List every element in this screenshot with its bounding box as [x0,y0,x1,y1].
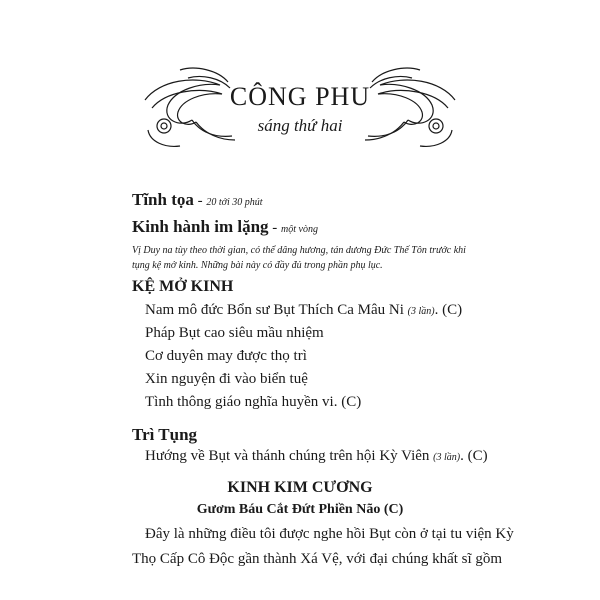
sitting-section [132,190,263,210]
verse-line-text: Tình thông giáo nghĩa huyền vi. (C) [145,394,362,410]
verse-line-text: Xin nguyện đi vào biển tuệ [145,371,308,387]
verse-line [145,325,324,342]
verse-line-text: Pháp Bụt cao siêu mầu nhiệm [145,325,324,341]
walking-dash: - [268,220,282,236]
sutra-body-line: Thọ Cấp Cô Độc gần thành Xá Vệ, với đại chúng khất sĩ gồm [132,551,503,567]
recitation-line-text: Hướng về Bụt và thánh chúng trên hội Kỳ Viên [145,448,434,464]
verse-line-text: Nam mô đức Bổn sư Bụt Thích Ca Mâu Ni [145,302,408,318]
walking-section [132,217,318,237]
verse-line-note: (3 lần) [407,306,435,317]
instruction-paragraph [132,243,472,273]
instruction-line-1: Vị Duy na tùy theo thời gian, có thể dâng hương, tán dương Đức Thế Tôn trước khi [132,245,466,256]
recitation-line [145,448,488,465]
sutra-title: Gươm Báu Cắt Đứt Phiền Não (C) [196,502,404,517]
sitting-note: 20 tới 30 phút [206,197,263,208]
walking-note: một vòng [281,224,318,235]
page-title: CÔNG PHU [229,82,371,111]
verse-line [145,348,307,365]
verse-line [145,394,361,411]
page-subtitle: sáng thứ hai [257,116,343,135]
instruction-line-2: tụng kệ mở kinh. Những bài này có đầy đủ trong phần phụ lục. [132,260,383,271]
opening-verse-heading: KỆ MỞ KINH [132,278,234,295]
sitting-heading: Tĩnh tọa [132,190,194,209]
verse-line-tail: . (C) [434,302,463,318]
sutra-body-line: Đây là những điều tôi được nghe hồi Bụt còn ở tại tu viện Kỳ [145,526,514,542]
sitting-dash: - [193,193,207,209]
walking-heading: Kinh hành im lặng [132,217,269,236]
recitation-line-tail: . (C) [460,448,488,464]
recitation-line-note: (3 lần) [433,452,461,463]
recitation-heading: Trì Tụng [132,425,198,444]
verse-line [145,371,308,388]
verse-line-text: Cơ duyên may được thọ trì [145,348,307,364]
sutra-heading: KINH KIM CƯƠNG [227,479,373,496]
verse-line [145,302,462,319]
